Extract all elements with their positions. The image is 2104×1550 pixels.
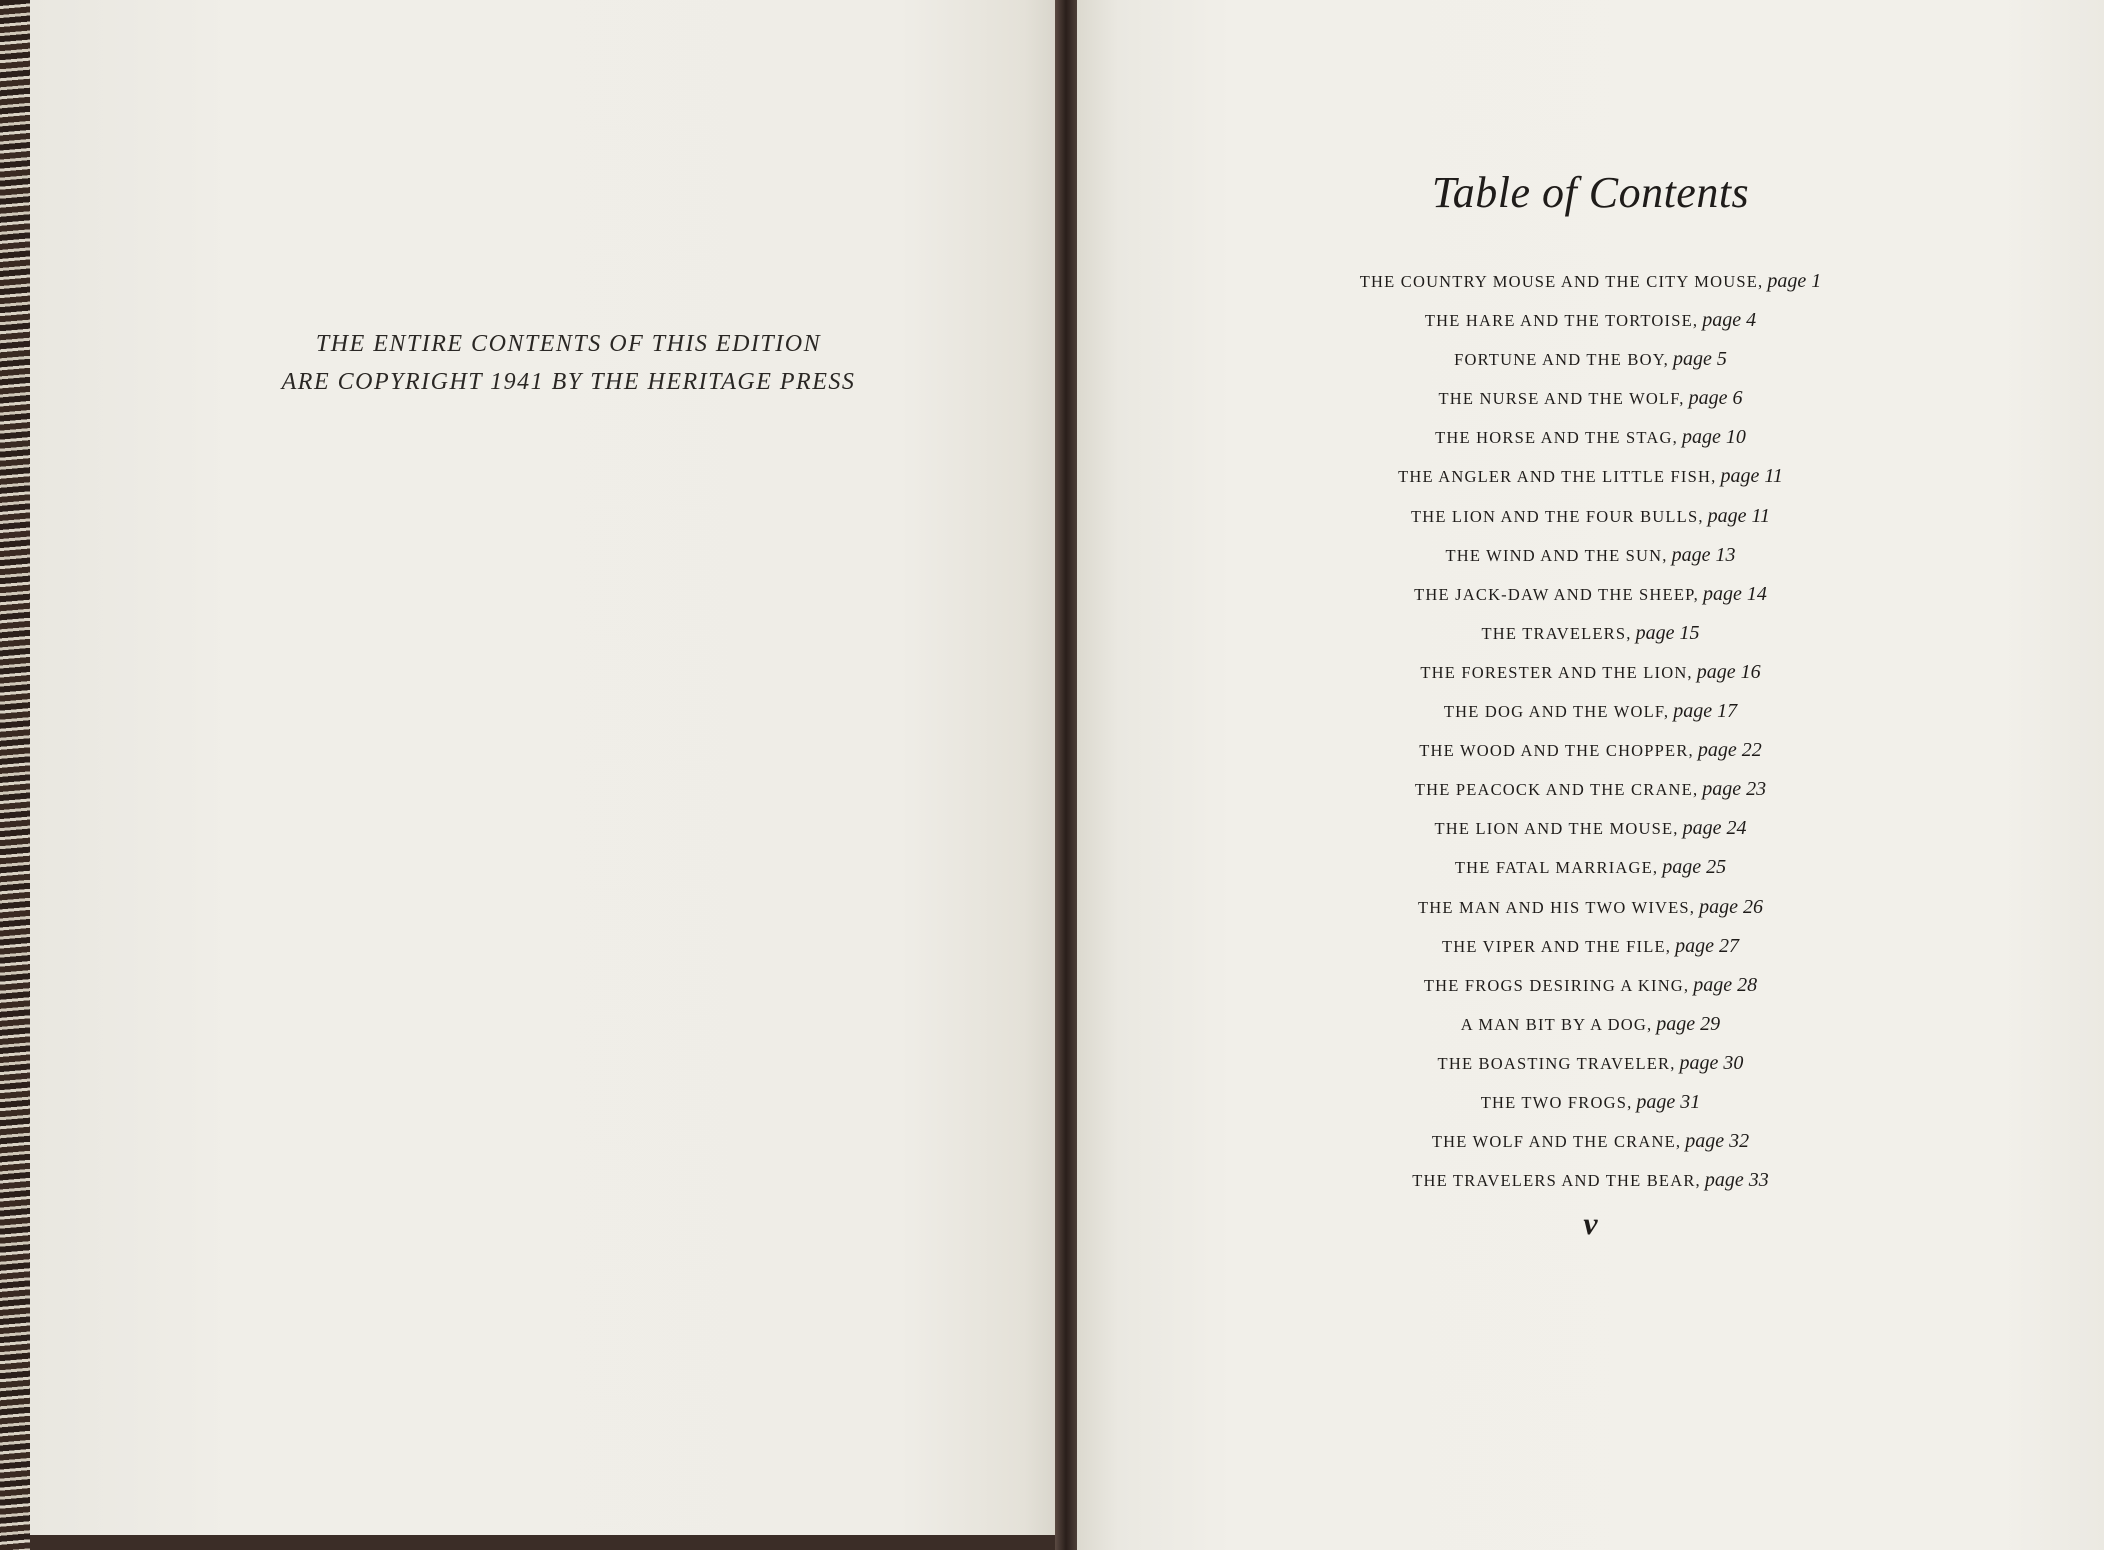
- right-page: [1077, 0, 2104, 1550]
- toc-entry-page: page 16: [1696, 660, 1761, 683]
- toc-entry: [1077, 575, 2104, 614]
- toc-entry-page: page 23: [1702, 778, 1767, 801]
- toc-entry-page: page 30: [1679, 1051, 1744, 1074]
- toc-entry-page: page 4: [1702, 309, 1757, 332]
- book-gutter: [1055, 0, 1077, 1550]
- toc-entry: [1077, 848, 2104, 887]
- toc-entry-page: page 28: [1693, 973, 1758, 996]
- toc-entry-page: page 26: [1699, 895, 1764, 918]
- toc-entry-title: THE PEACOCK AND THE CRANE,: [1414, 780, 1699, 800]
- toc-entry: [1077, 262, 2104, 301]
- toc-entry-page: page 14: [1702, 582, 1767, 605]
- toc-entry-title: THE COUNTRY MOUSE AND THE CITY MOUSE,: [1359, 272, 1764, 291]
- toc-entry-title: THE TWO FROGS,: [1480, 1092, 1633, 1112]
- toc-entry-title: A MAN BIT BY A DOG,: [1460, 1014, 1653, 1034]
- toc-entry-title: THE FATAL MARRIAGE,: [1454, 858, 1659, 878]
- toc-entry: [1077, 457, 2104, 496]
- toc-entry-title: THE WOOD AND THE CHOPPER,: [1419, 741, 1694, 761]
- toc-entry-page: page 13: [1671, 543, 1736, 566]
- toc-entry-page: page 22: [1697, 739, 1762, 762]
- toc-entry: [1077, 1083, 2104, 1122]
- toc-entry-page: page 6: [1688, 387, 1743, 410]
- toc-entry-title: THE MAN AND HIS TWO WIVES,: [1417, 897, 1696, 917]
- copyright-line-1: THE ENTIRE CONTENTS OF THIS EDITION: [315, 331, 822, 357]
- toc-entry-title: THE VIPER AND THE FILE,: [1441, 936, 1672, 956]
- toc-entry: [1077, 1044, 2104, 1083]
- toc-entry: [1077, 418, 2104, 457]
- book-edge-bottom: [30, 1535, 1055, 1550]
- toc-entry-title: THE WOLF AND THE CRANE,: [1431, 1132, 1682, 1152]
- toc-entry-page: page 5: [1673, 348, 1727, 371]
- toc-entry-title: THE BOASTING TRAVELER,: [1437, 1053, 1676, 1073]
- toc-entry-page: page 15: [1635, 621, 1700, 644]
- toc-entry: [1077, 927, 2104, 966]
- toc-entry: [1077, 731, 2104, 770]
- toc-entry-title: THE JACK-DAW AND THE SHEEP,: [1414, 584, 1699, 604]
- toc-entry-title: THE HARE AND THE TORTOISE,: [1424, 311, 1699, 331]
- page-number: v: [1583, 1205, 1598, 1241]
- toc-entry-page: page 17: [1673, 700, 1738, 723]
- toc-entry-page: page 27: [1675, 934, 1739, 957]
- toc-entry: [1077, 1005, 2104, 1044]
- toc-entry-title: THE FORESTER AND THE LION,: [1420, 662, 1693, 682]
- toc-entry-page: page 25: [1662, 856, 1727, 879]
- toc-title: Table of Contents: [1431, 168, 1750, 217]
- toc-entry-page: page 11: [1720, 465, 1783, 488]
- toc-entry-title: THE WIND AND THE SUN,: [1445, 545, 1668, 565]
- left-page: [30, 0, 1055, 1535]
- toc-entry: [1077, 770, 2104, 809]
- toc-entry: [1077, 301, 2104, 340]
- toc-entry-title: THE FROGS DESIRING A KING,: [1423, 975, 1690, 995]
- toc-entry: [1077, 809, 2104, 848]
- toc-entry: [1077, 653, 2104, 692]
- toc-entry: [1077, 497, 2104, 536]
- toc-entry-page: page 29: [1656, 1012, 1721, 1035]
- toc-entry: [1077, 379, 2104, 418]
- toc-entry-title: THE NURSE AND THE WOLF,: [1438, 389, 1685, 409]
- toc-entry: [1077, 614, 2104, 653]
- toc-entry-title: FORTUNE AND THE BOY,: [1454, 350, 1670, 370]
- toc-entry-title: THE LION AND THE FOUR BULLS,: [1410, 506, 1704, 526]
- toc-entry-title: THE TRAVELERS AND THE BEAR,: [1412, 1171, 1701, 1191]
- book-edge-left: [0, 0, 30, 1550]
- toc-entry-title: THE ANGLER AND THE LITTLE FISH,: [1398, 467, 1717, 487]
- toc-entry-page: page 10: [1681, 426, 1746, 449]
- toc-entry-title: THE HORSE AND THE STAG,: [1435, 428, 1678, 448]
- toc-entry-page: page 32: [1685, 1130, 1750, 1153]
- toc-entry: [1077, 692, 2104, 731]
- toc-entry-page: page 11: [1707, 504, 1771, 527]
- toc-entry: [1077, 340, 2104, 379]
- toc-entry-title: THE TRAVELERS,: [1481, 623, 1632, 643]
- toc-entry: [1077, 888, 2104, 927]
- toc-entry: [1077, 536, 2104, 575]
- toc-entry-page: page 31: [1636, 1090, 1701, 1113]
- toc-entry-page: page 24: [1682, 817, 1747, 840]
- toc-entry-page: page 1: [1767, 270, 1822, 292]
- copyright-line-2: ARE COPYRIGHT 1941 BY THE HERITAGE PRESS: [281, 369, 856, 395]
- toc-list: [1077, 262, 2104, 1200]
- toc-entry-page: page 33: [1704, 1169, 1769, 1192]
- toc-entry: [1077, 1122, 2104, 1161]
- toc-entry: [1077, 966, 2104, 1005]
- toc-entry-title: THE LION AND THE MOUSE,: [1434, 819, 1679, 839]
- toc-entry-title: THE DOG AND THE WOLF,: [1443, 702, 1670, 722]
- toc-entry: [1077, 1161, 2104, 1200]
